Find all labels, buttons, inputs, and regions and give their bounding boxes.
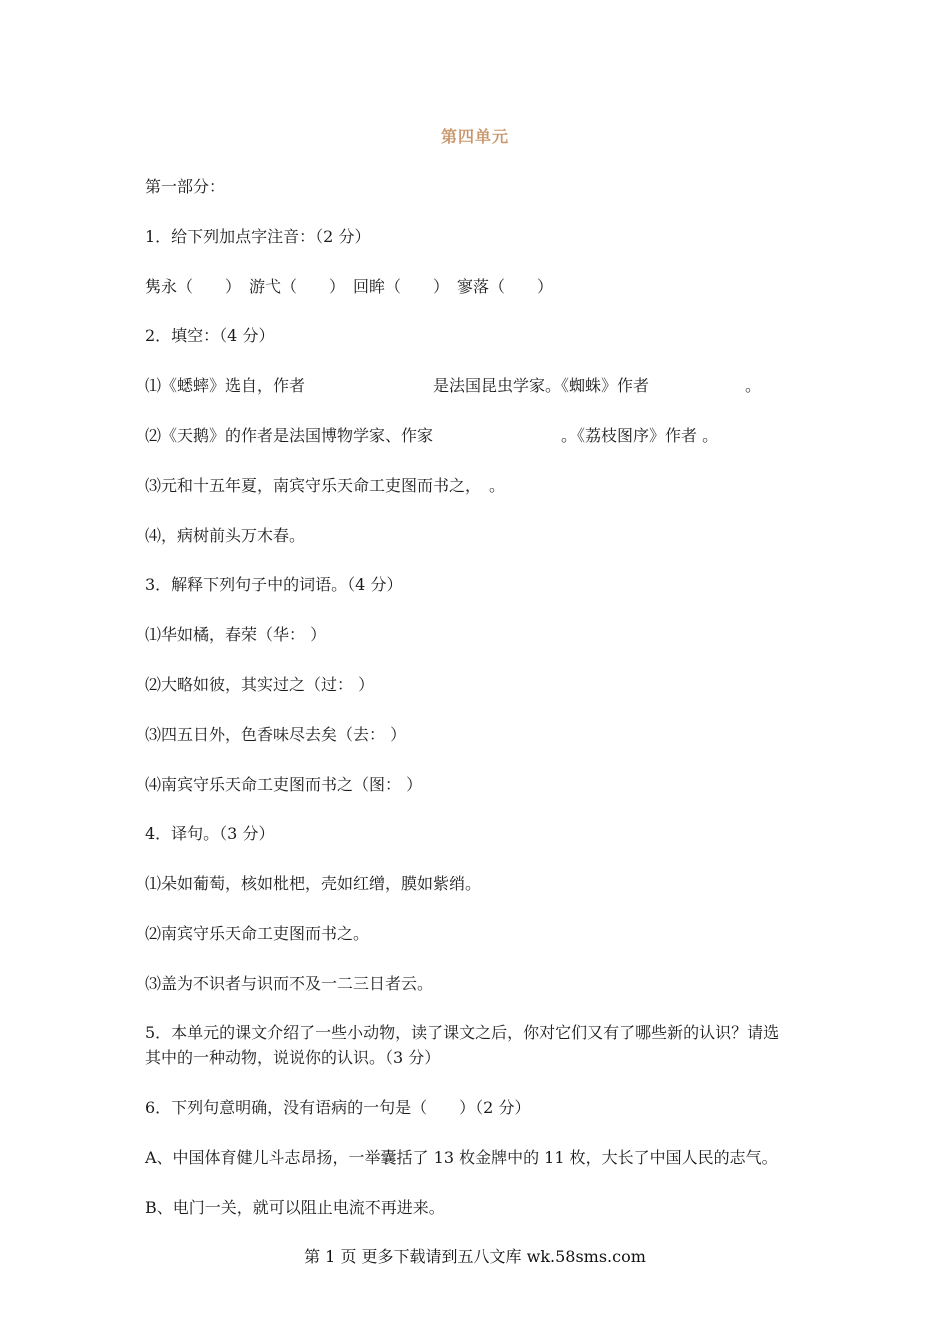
question-2-item: ⑶元和十五年夏，南宾守乐天命工吏图而书之， 。 [145,476,506,495]
question-6-heading: 6．下列句意明确，没有语病的一句是（ ）（2 分） [145,1098,531,1117]
question-3-item: ⑴华如橘，春荣（华： ） [145,625,327,644]
question-2-item: ⑵《天鹅》的作者是法国博物学家、作家 。《荔枝图序》作者 。 [145,426,719,445]
question-3-item: ⑵大略如彼，其实过之（过： ） [145,675,375,694]
question-4-heading: 4．译句。（3 分） [145,824,275,843]
unit-title: 第四单元 [440,127,509,146]
question-2-item: ⑷，病树前头万木春。 [145,526,306,545]
question-6-option-a: A、中国体育健儿斗志昂扬，一举囊括了 13 枚金牌中的 11 枚，大长了中国人民的志气。 [145,1148,778,1167]
question-3-item: ⑷南宾守乐天命工吏图而书之（图： ） [145,775,423,794]
question-4-item: ⑶盖为不识者与识而不及一二三日者云。 [145,974,434,993]
question-2-item: ⑴《蟋蟀》选自，作者 是法国昆虫学家。《蜘蛛》作者 。 [145,376,762,395]
question-4-item: ⑵南宾守乐天命工吏图而书之。 [145,924,370,943]
question-5-line-1: 5．本单元的课文介绍了一些小动物，读了课文之后，你对它们又有了哪些新的认识？请选 [145,1023,780,1042]
question-1-items: 隽永（ ） 游弋（ ） 回眸（ ） 寥落（ ） [145,277,554,296]
question-4-item: ⑴朵如葡萄，核如枇杷，壳如红缯，膜如紫绡。 [145,874,482,893]
question-1-heading: 1．给下列加点字注音：（2 分） [145,227,371,246]
question-6-option-b: B、电门一关，就可以阻止电流不再进来。 [145,1198,445,1217]
question-3-heading: 3．解释下列句子中的词语。（4 分） [145,575,403,594]
part-heading: 第一部分： [145,177,226,196]
question-3-item: ⑶四五日外，色香味尽去矣（去： ） [145,725,407,744]
question-2-heading: 2．填空：（4 分） [145,326,275,345]
page-footer: 第 1 页 更多下载请到五八文库 wk.58sms.com [304,1247,646,1266]
question-5-line-2: 其中的一种动物，说说你的认识。（3 分） [145,1048,441,1067]
